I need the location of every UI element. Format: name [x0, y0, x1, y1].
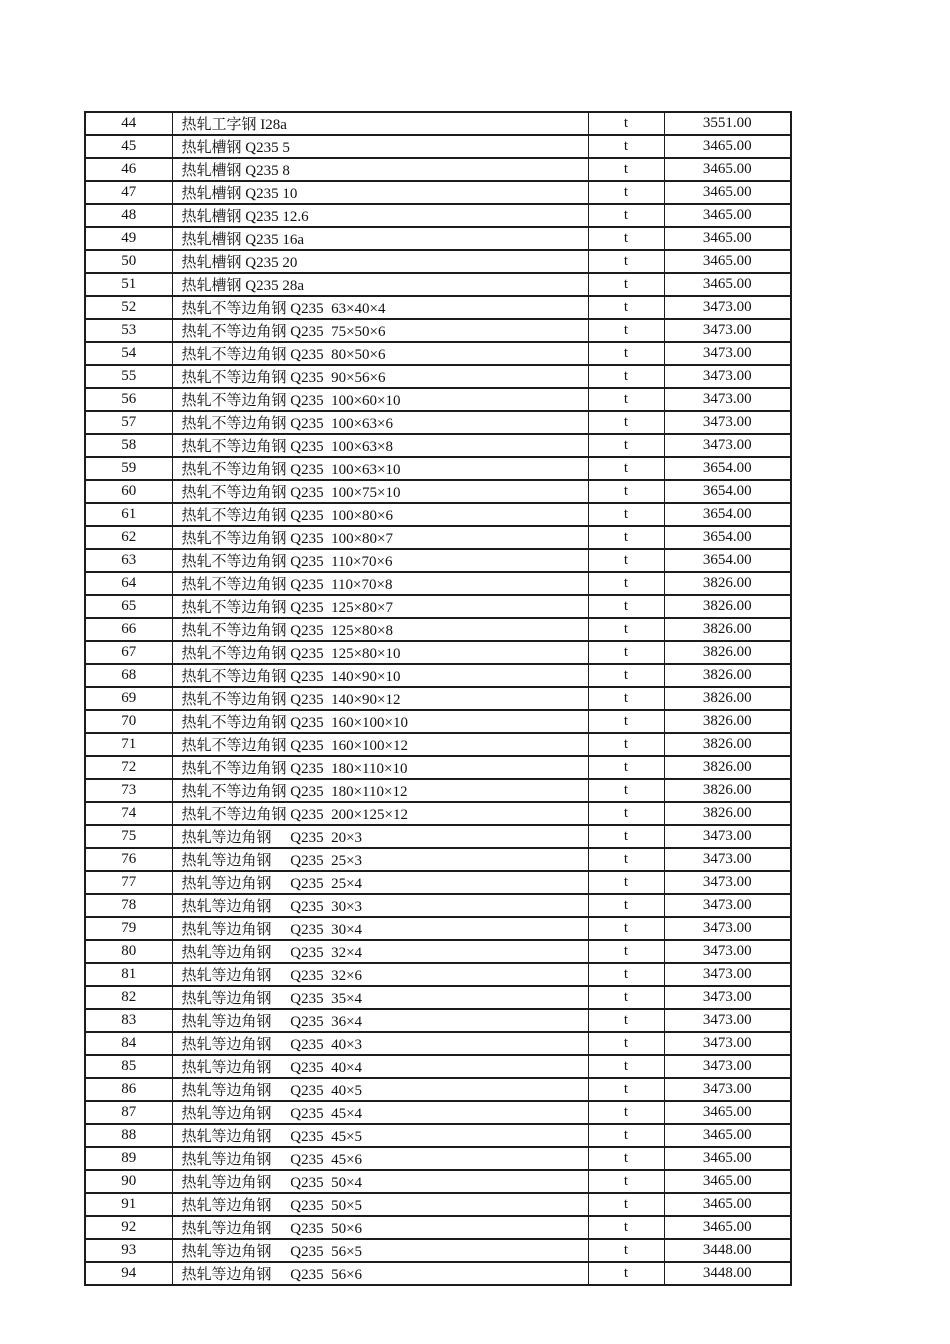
unit-cell: t [588, 273, 664, 296]
price-cell: 3826.00 [664, 710, 791, 733]
row-number-cell: 75 [85, 825, 172, 848]
row-number-cell: 84 [85, 1032, 172, 1055]
unit-cell: t [588, 710, 664, 733]
row-number-cell: 44 [85, 112, 172, 135]
row-number-cell: 70 [85, 710, 172, 733]
unit-cell: t [588, 1262, 664, 1285]
description-cell: 热轧等边角钢 Q235 45×5 [172, 1124, 588, 1147]
description-cell: 热轧等边角钢 Q235 50×6 [172, 1216, 588, 1239]
row-number-cell: 66 [85, 618, 172, 641]
unit-cell: t [588, 342, 664, 365]
unit-cell: t [588, 871, 664, 894]
description-cell: 热轧等边角钢 Q235 20×3 [172, 825, 588, 848]
unit-cell: t [588, 1170, 664, 1193]
description-cell: 热轧槽钢 Q235 12.6 [172, 204, 588, 227]
row-number-cell: 52 [85, 296, 172, 319]
price-cell: 3465.00 [664, 273, 791, 296]
description-cell: 热轧槽钢 Q235 8 [172, 158, 588, 181]
description-cell: 热轧工字钢 I28a [172, 112, 588, 135]
table-row [85, 1032, 791, 1055]
table-row [85, 1147, 791, 1170]
table-row [85, 1193, 791, 1216]
unit-cell: t [588, 549, 664, 572]
description-cell: 热轧不等边角钢 Q235 200×125×12 [172, 802, 588, 825]
unit-cell: t [588, 779, 664, 802]
description-cell: 热轧不等边角钢 Q235 125×80×10 [172, 641, 588, 664]
price-cell: 3465.00 [664, 1216, 791, 1239]
description-cell: 热轧槽钢 Q235 10 [172, 181, 588, 204]
description-cell: 热轧不等边角钢 Q235 110×70×8 [172, 572, 588, 595]
table-row [85, 296, 791, 319]
table-row [85, 894, 791, 917]
price-cell: 3473.00 [664, 342, 791, 365]
row-number-cell: 53 [85, 319, 172, 342]
price-cell: 3654.00 [664, 480, 791, 503]
table-row [85, 802, 791, 825]
description-cell: 热轧不等边角钢 Q235 63×40×4 [172, 296, 588, 319]
unit-cell: t [588, 894, 664, 917]
description-cell: 热轧不等边角钢 Q235 180×110×10 [172, 756, 588, 779]
unit-cell: t [588, 388, 664, 411]
unit-cell: t [588, 618, 664, 641]
row-number-cell: 71 [85, 733, 172, 756]
price-cell: 3826.00 [664, 687, 791, 710]
row-number-cell: 81 [85, 963, 172, 986]
unit-cell: t [588, 112, 664, 135]
price-cell: 3473.00 [664, 963, 791, 986]
unit-cell: t [588, 158, 664, 181]
description-cell: 热轧不等边角钢 Q235 100×80×6 [172, 503, 588, 526]
table-row [85, 457, 791, 480]
table-row [85, 963, 791, 986]
description-cell: 热轧等边角钢 Q235 45×4 [172, 1101, 588, 1124]
table-row [85, 273, 791, 296]
unit-cell: t [588, 802, 664, 825]
price-cell: 3826.00 [664, 595, 791, 618]
description-cell: 热轧不等边角钢 Q235 80×50×6 [172, 342, 588, 365]
description-cell: 热轧不等边角钢 Q235 125×80×7 [172, 595, 588, 618]
price-cell: 3473.00 [664, 917, 791, 940]
unit-cell: t [588, 411, 664, 434]
price-cell: 3654.00 [664, 549, 791, 572]
table-row [85, 986, 791, 1009]
price-cell: 3465.00 [664, 135, 791, 158]
description-cell: 热轧不等边角钢 Q235 125×80×8 [172, 618, 588, 641]
table-row [85, 1078, 791, 1101]
row-number-cell: 67 [85, 641, 172, 664]
unit-cell: t [588, 365, 664, 388]
row-number-cell: 63 [85, 549, 172, 572]
description-cell: 热轧不等边角钢 Q235 90×56×6 [172, 365, 588, 388]
price-cell: 3826.00 [664, 802, 791, 825]
unit-cell: t [588, 1193, 664, 1216]
row-number-cell: 88 [85, 1124, 172, 1147]
price-cell: 3473.00 [664, 388, 791, 411]
row-number-cell: 83 [85, 1009, 172, 1032]
row-number-cell: 74 [85, 802, 172, 825]
price-cell: 3465.00 [664, 250, 791, 273]
row-number-cell: 87 [85, 1101, 172, 1124]
price-cell: 3465.00 [664, 1147, 791, 1170]
row-number-cell: 76 [85, 848, 172, 871]
row-number-cell: 90 [85, 1170, 172, 1193]
row-number-cell: 47 [85, 181, 172, 204]
unit-cell: t [588, 204, 664, 227]
table-row [85, 618, 791, 641]
row-number-cell: 85 [85, 1055, 172, 1078]
unit-cell: t [588, 135, 664, 158]
price-cell: 3473.00 [664, 1009, 791, 1032]
description-cell: 热轧等边角钢 Q235 50×4 [172, 1170, 588, 1193]
unit-cell: t [588, 181, 664, 204]
unit-cell: t [588, 296, 664, 319]
unit-cell: t [588, 1078, 664, 1101]
unit-cell: t [588, 1216, 664, 1239]
row-number-cell: 60 [85, 480, 172, 503]
table-row [85, 572, 791, 595]
description-cell: 热轧不等边角钢 Q235 100×63×10 [172, 457, 588, 480]
price-cell: 3826.00 [664, 664, 791, 687]
description-cell: 热轧不等边角钢 Q235 75×50×6 [172, 319, 588, 342]
row-number-cell: 92 [85, 1216, 172, 1239]
row-number-cell: 49 [85, 227, 172, 250]
table-row [85, 1216, 791, 1239]
description-cell: 热轧不等边角钢 Q235 100×75×10 [172, 480, 588, 503]
description-cell: 热轧不等边角钢 Q235 160×100×12 [172, 733, 588, 756]
row-number-cell: 48 [85, 204, 172, 227]
table-row [85, 710, 791, 733]
row-number-cell: 57 [85, 411, 172, 434]
description-cell: 热轧等边角钢 Q235 40×5 [172, 1078, 588, 1101]
table-row [85, 1009, 791, 1032]
unit-cell: t [588, 963, 664, 986]
table-row [85, 480, 791, 503]
unit-cell: t [588, 250, 664, 273]
unit-cell: t [588, 756, 664, 779]
row-number-cell: 78 [85, 894, 172, 917]
table-row [85, 1124, 791, 1147]
table-row [85, 595, 791, 618]
row-number-cell: 46 [85, 158, 172, 181]
unit-cell: t [588, 503, 664, 526]
price-cell: 3465.00 [664, 227, 791, 250]
price-cell: 3473.00 [664, 296, 791, 319]
description-cell: 热轧等边角钢 Q235 25×3 [172, 848, 588, 871]
price-cell: 3826.00 [664, 641, 791, 664]
unit-cell: t [588, 434, 664, 457]
price-cell: 3473.00 [664, 1078, 791, 1101]
price-cell: 3826.00 [664, 618, 791, 641]
price-cell: 3465.00 [664, 1193, 791, 1216]
description-cell: 热轧等边角钢 Q235 40×3 [172, 1032, 588, 1055]
row-number-cell: 79 [85, 917, 172, 940]
row-number-cell: 91 [85, 1193, 172, 1216]
row-number-cell: 86 [85, 1078, 172, 1101]
price-cell: 3473.00 [664, 319, 791, 342]
table-row [85, 733, 791, 756]
unit-cell: t [588, 457, 664, 480]
table-row [85, 664, 791, 687]
price-cell: 3465.00 [664, 1170, 791, 1193]
price-cell: 3473.00 [664, 848, 791, 871]
row-number-cell: 93 [85, 1239, 172, 1262]
table-row [85, 342, 791, 365]
price-cell: 3654.00 [664, 526, 791, 549]
table-row [85, 204, 791, 227]
table-row [85, 549, 791, 572]
unit-cell: t [588, 1009, 664, 1032]
description-cell: 热轧不等边角钢 Q235 140×90×12 [172, 687, 588, 710]
table-row [85, 158, 791, 181]
price-cell: 3473.00 [664, 411, 791, 434]
description-cell: 热轧等边角钢 Q235 35×4 [172, 986, 588, 1009]
table-row [85, 1101, 791, 1124]
price-table-body [85, 112, 791, 1285]
price-cell: 3473.00 [664, 365, 791, 388]
price-cell: 3448.00 [664, 1262, 791, 1285]
table-row [85, 365, 791, 388]
row-number-cell: 45 [85, 135, 172, 158]
row-number-cell: 94 [85, 1262, 172, 1285]
description-cell: 热轧等边角钢 Q235 25×4 [172, 871, 588, 894]
row-number-cell: 55 [85, 365, 172, 388]
unit-cell: t [588, 641, 664, 664]
price-cell: 3465.00 [664, 158, 791, 181]
price-cell: 3473.00 [664, 1055, 791, 1078]
description-cell: 热轧不等边角钢 Q235 100×60×10 [172, 388, 588, 411]
table-row [85, 756, 791, 779]
price-cell: 3473.00 [664, 1032, 791, 1055]
price-cell: 3826.00 [664, 733, 791, 756]
table-row [85, 250, 791, 273]
unit-cell: t [588, 664, 664, 687]
row-number-cell: 82 [85, 986, 172, 1009]
description-cell: 热轧等边角钢 Q235 56×5 [172, 1239, 588, 1262]
price-cell: 3654.00 [664, 503, 791, 526]
unit-cell: t [588, 1147, 664, 1170]
table-row [85, 112, 791, 135]
unit-cell: t [588, 1101, 664, 1124]
table-row [85, 1239, 791, 1262]
description-cell: 热轧槽钢 Q235 5 [172, 135, 588, 158]
table-row [85, 917, 791, 940]
price-cell: 3448.00 [664, 1239, 791, 1262]
description-cell: 热轧等边角钢 Q235 45×6 [172, 1147, 588, 1170]
price-cell: 3473.00 [664, 894, 791, 917]
unit-cell: t [588, 526, 664, 549]
unit-cell: t [588, 733, 664, 756]
table-row [85, 503, 791, 526]
row-number-cell: 56 [85, 388, 172, 411]
description-cell: 热轧不等边角钢 Q235 140×90×10 [172, 664, 588, 687]
price-cell: 3473.00 [664, 825, 791, 848]
table-row [85, 411, 791, 434]
price-cell: 3473.00 [664, 434, 791, 457]
description-cell: 热轧不等边角钢 Q235 100×63×6 [172, 411, 588, 434]
row-number-cell: 68 [85, 664, 172, 687]
row-number-cell: 54 [85, 342, 172, 365]
description-cell: 热轧等边角钢 Q235 30×3 [172, 894, 588, 917]
description-cell: 热轧不等边角钢 Q235 110×70×6 [172, 549, 588, 572]
price-cell: 3465.00 [664, 204, 791, 227]
description-cell: 热轧不等边角钢 Q235 100×80×7 [172, 526, 588, 549]
row-number-cell: 77 [85, 871, 172, 894]
description-cell: 热轧槽钢 Q235 20 [172, 250, 588, 273]
unit-cell: t [588, 572, 664, 595]
description-cell: 热轧槽钢 Q235 28a [172, 273, 588, 296]
table-row [85, 1055, 791, 1078]
price-table [84, 111, 792, 1286]
unit-cell: t [588, 1032, 664, 1055]
table-row [85, 526, 791, 549]
unit-cell: t [588, 940, 664, 963]
description-cell: 热轧等边角钢 Q235 50×5 [172, 1193, 588, 1216]
unit-cell: t [588, 1124, 664, 1147]
table-row [85, 227, 791, 250]
unit-cell: t [588, 917, 664, 940]
description-cell: 热轧等边角钢 Q235 30×4 [172, 917, 588, 940]
row-number-cell: 58 [85, 434, 172, 457]
description-cell: 热轧等边角钢 Q235 32×4 [172, 940, 588, 963]
row-number-cell: 59 [85, 457, 172, 480]
row-number-cell: 61 [85, 503, 172, 526]
table-row [85, 434, 791, 457]
row-number-cell: 51 [85, 273, 172, 296]
table-row [85, 319, 791, 342]
price-cell: 3826.00 [664, 572, 791, 595]
table-row [85, 848, 791, 871]
price-cell: 3473.00 [664, 986, 791, 1009]
price-cell: 3473.00 [664, 940, 791, 963]
unit-cell: t [588, 319, 664, 342]
table-row [85, 687, 791, 710]
description-cell: 热轧不等边角钢 Q235 160×100×10 [172, 710, 588, 733]
unit-cell: t [588, 1055, 664, 1078]
price-cell: 3826.00 [664, 779, 791, 802]
unit-cell: t [588, 595, 664, 618]
row-number-cell: 65 [85, 595, 172, 618]
row-number-cell: 72 [85, 756, 172, 779]
description-cell: 热轧不等边角钢 Q235 100×63×8 [172, 434, 588, 457]
table-row [85, 135, 791, 158]
description-cell: 热轧等边角钢 Q235 32×6 [172, 963, 588, 986]
unit-cell: t [588, 687, 664, 710]
row-number-cell: 69 [85, 687, 172, 710]
table-row [85, 871, 791, 894]
row-number-cell: 73 [85, 779, 172, 802]
row-number-cell: 62 [85, 526, 172, 549]
table-row [85, 641, 791, 664]
price-cell: 3465.00 [664, 181, 791, 204]
price-cell: 3473.00 [664, 871, 791, 894]
unit-cell: t [588, 848, 664, 871]
unit-cell: t [588, 986, 664, 1009]
table-row [85, 779, 791, 802]
row-number-cell: 64 [85, 572, 172, 595]
table-row [85, 940, 791, 963]
description-cell: 热轧等边角钢 Q235 56×6 [172, 1262, 588, 1285]
row-number-cell: 50 [85, 250, 172, 273]
price-cell: 3654.00 [664, 457, 791, 480]
row-number-cell: 89 [85, 1147, 172, 1170]
table-row [85, 1262, 791, 1285]
unit-cell: t [588, 480, 664, 503]
table-row [85, 825, 791, 848]
unit-cell: t [588, 227, 664, 250]
table-row [85, 388, 791, 411]
description-cell: 热轧不等边角钢 Q235 180×110×12 [172, 779, 588, 802]
table-row [85, 181, 791, 204]
unit-cell: t [588, 825, 664, 848]
price-cell: 3465.00 [664, 1124, 791, 1147]
table-row [85, 1170, 791, 1193]
row-number-cell: 80 [85, 940, 172, 963]
price-cell: 3826.00 [664, 756, 791, 779]
description-cell: 热轧槽钢 Q235 16a [172, 227, 588, 250]
description-cell: 热轧等边角钢 Q235 36×4 [172, 1009, 588, 1032]
unit-cell: t [588, 1239, 664, 1262]
price-cell: 3551.00 [664, 112, 791, 135]
description-cell: 热轧等边角钢 Q235 40×4 [172, 1055, 588, 1078]
price-cell: 3465.00 [664, 1101, 791, 1124]
